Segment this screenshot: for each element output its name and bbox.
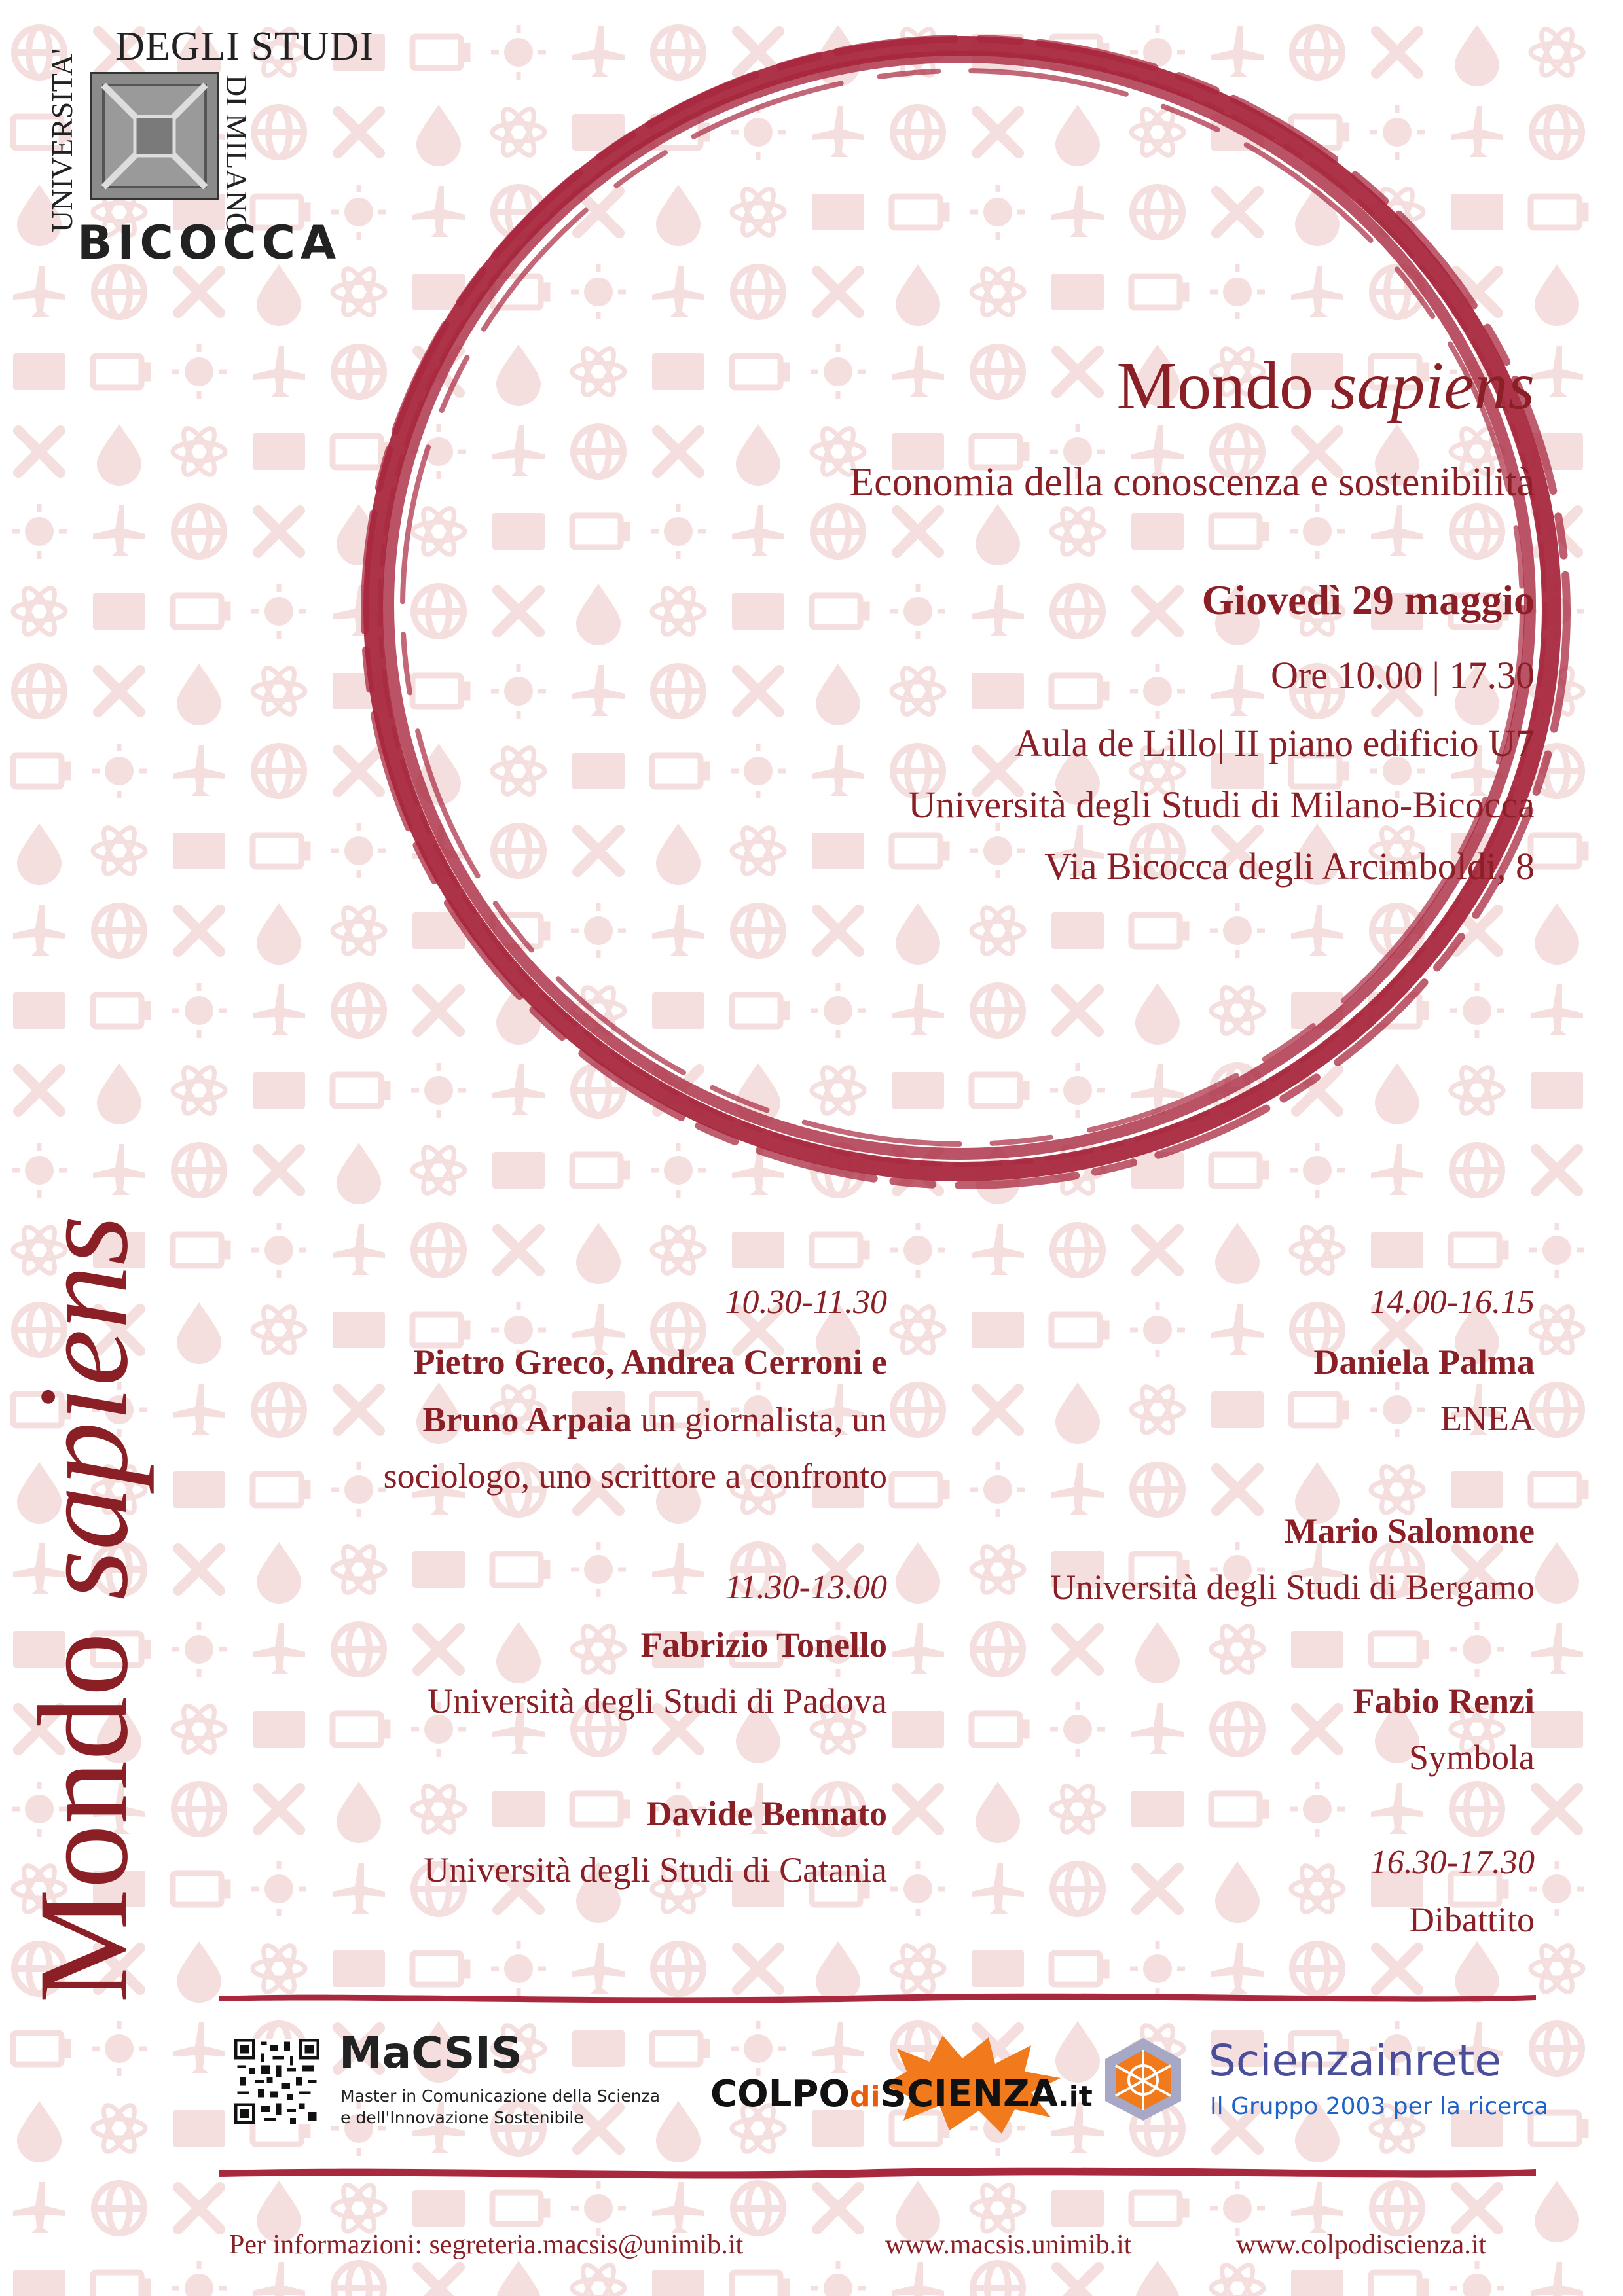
background-pattern-icon — [1532, 2024, 1582, 2073]
colpo-text-tld: .it — [1057, 2080, 1093, 2113]
event-time: Ore 10.00 | 17.30 — [1270, 654, 1535, 696]
macsis-logo-description — [340, 2085, 660, 2128]
macsis-desc-line1: Master in Comunicazione della Scienza — [340, 2087, 661, 2106]
event-subtitle: Economia della conoscenza e sostenibilità — [849, 460, 1535, 505]
slot1-time: 10.30-11.30 — [725, 1283, 887, 1321]
event-university: Università degli Studi di Milano-Bicocca — [908, 783, 1535, 826]
slot1-line3: sociologo, uno scrittore a confronto — [383, 1456, 887, 1496]
slot1-speaker-bold: Bruno Arpaia — [422, 1400, 632, 1439]
background-pattern-icon — [1531, 1474, 1586, 1505]
scienzainrete-icon — [1097, 2033, 1189, 2125]
background-pattern-icon — [1531, 1711, 1583, 1748]
slot1-line2-rest: un giornalista, un — [632, 1400, 887, 1439]
speaker-palma-name: Daniela Palma — [1313, 1342, 1535, 1382]
event-title-word2: sapiens — [1330, 348, 1535, 423]
slot1-speakers: Pietro Greco, Andrea Cerroni e — [413, 1342, 887, 1382]
colpo-di-scienza-text — [710, 2073, 1093, 2115]
speaker-palma-affiliation: ENEA — [1440, 1399, 1535, 1438]
background-pattern-icon — [1531, 1941, 1583, 1996]
speaker-salomone-name: Mario Salomone — [1284, 1511, 1535, 1551]
colpo-di-scienza-logo — [704, 2026, 1093, 2157]
svg-text:DI MILANO: DI MILANO — [220, 75, 253, 235]
speaker-renzi-affiliation: Symbola — [1408, 1738, 1535, 1777]
svg-text:UNIVERSITA': UNIVERSITA' — [45, 48, 79, 232]
event-address: Via Bicocca degli Arcimboldi, 8 — [1044, 845, 1535, 888]
speaker-bennato-name: Davide Bennato — [646, 1794, 887, 1833]
footer-contact-email[interactable]: Per informazioni: segreteria.macsis@unimib.it — [229, 2230, 744, 2260]
slot3-time: 14.00-16.15 — [1370, 1283, 1535, 1321]
background-pattern-icon — [1531, 1623, 1583, 1674]
vertical-title-word1: Mondo — [12, 1632, 155, 2003]
event-room: Aula de Lillo| II piano edificio U7 — [1014, 722, 1535, 764]
event-title-word1: Mondo — [1116, 348, 1313, 423]
colpo-text-scienza: SCIENZA — [880, 2073, 1058, 2115]
background-pattern-icon — [1531, 1302, 1583, 1357]
vertical-title-word2: sapiens — [12, 1215, 155, 1600]
slot4-label: Dibattito — [1409, 1900, 1535, 1939]
background-pattern-icon — [1529, 1861, 1584, 1916]
macsis-logo-name: MaCSIS — [339, 2028, 522, 2078]
speaker-bennato-affiliation: Università degli Studi di Catania — [424, 1850, 887, 1890]
slot4-time: 16.30-17.30 — [1370, 1844, 1535, 1881]
speaker-salomone-affiliation: Università degli Studi di Bergamo — [1050, 1568, 1535, 1607]
colpo-text-colpo: COLPO — [710, 2073, 850, 2115]
colpo-text-di: di — [850, 2080, 881, 2113]
background-pattern-icon — [1532, 1385, 1582, 1435]
scienzainrete-name: Scienzainrete — [1209, 2036, 1501, 2086]
brush-stroke-bottom — [216, 2162, 1539, 2182]
slot2-time: 11.30-13.00 — [725, 1569, 887, 1606]
speaker-tonello-name: Fabrizio Tonello — [640, 1625, 887, 1664]
footer-link-macsis[interactable]: www.macsis.unimib.it — [885, 2230, 1132, 2260]
university-logo-top-text: DEGLI STUDI — [115, 24, 374, 69]
footer-link-colpodiscienza[interactable]: www.colpodiscienza.it — [1236, 2230, 1487, 2260]
background-pattern-icon — [1536, 1788, 1578, 1830]
scienzainrete-tagline: Il Gruppo 2003 per la ricerca — [1210, 2093, 1549, 2120]
background-pattern-icon — [1531, 2262, 1583, 2296]
brush-stroke-top — [216, 1987, 1539, 2007]
background-pattern-icon — [1535, 1542, 1579, 1604]
background-pattern-icon — [1535, 2181, 1579, 2242]
speaker-renzi-name: Fabio Renzi — [1353, 1681, 1535, 1721]
speaker-tonello-affiliation: Università degli Studi di Padova — [428, 1681, 887, 1721]
university-logo-bottom-text: BICOCCA — [77, 216, 342, 270]
qr-code — [234, 2039, 319, 2124]
event-date: Giovedì 29 maggio — [1201, 577, 1535, 623]
macsis-desc-line2: e dell'Innovazione Sostenibile — [340, 2108, 584, 2127]
